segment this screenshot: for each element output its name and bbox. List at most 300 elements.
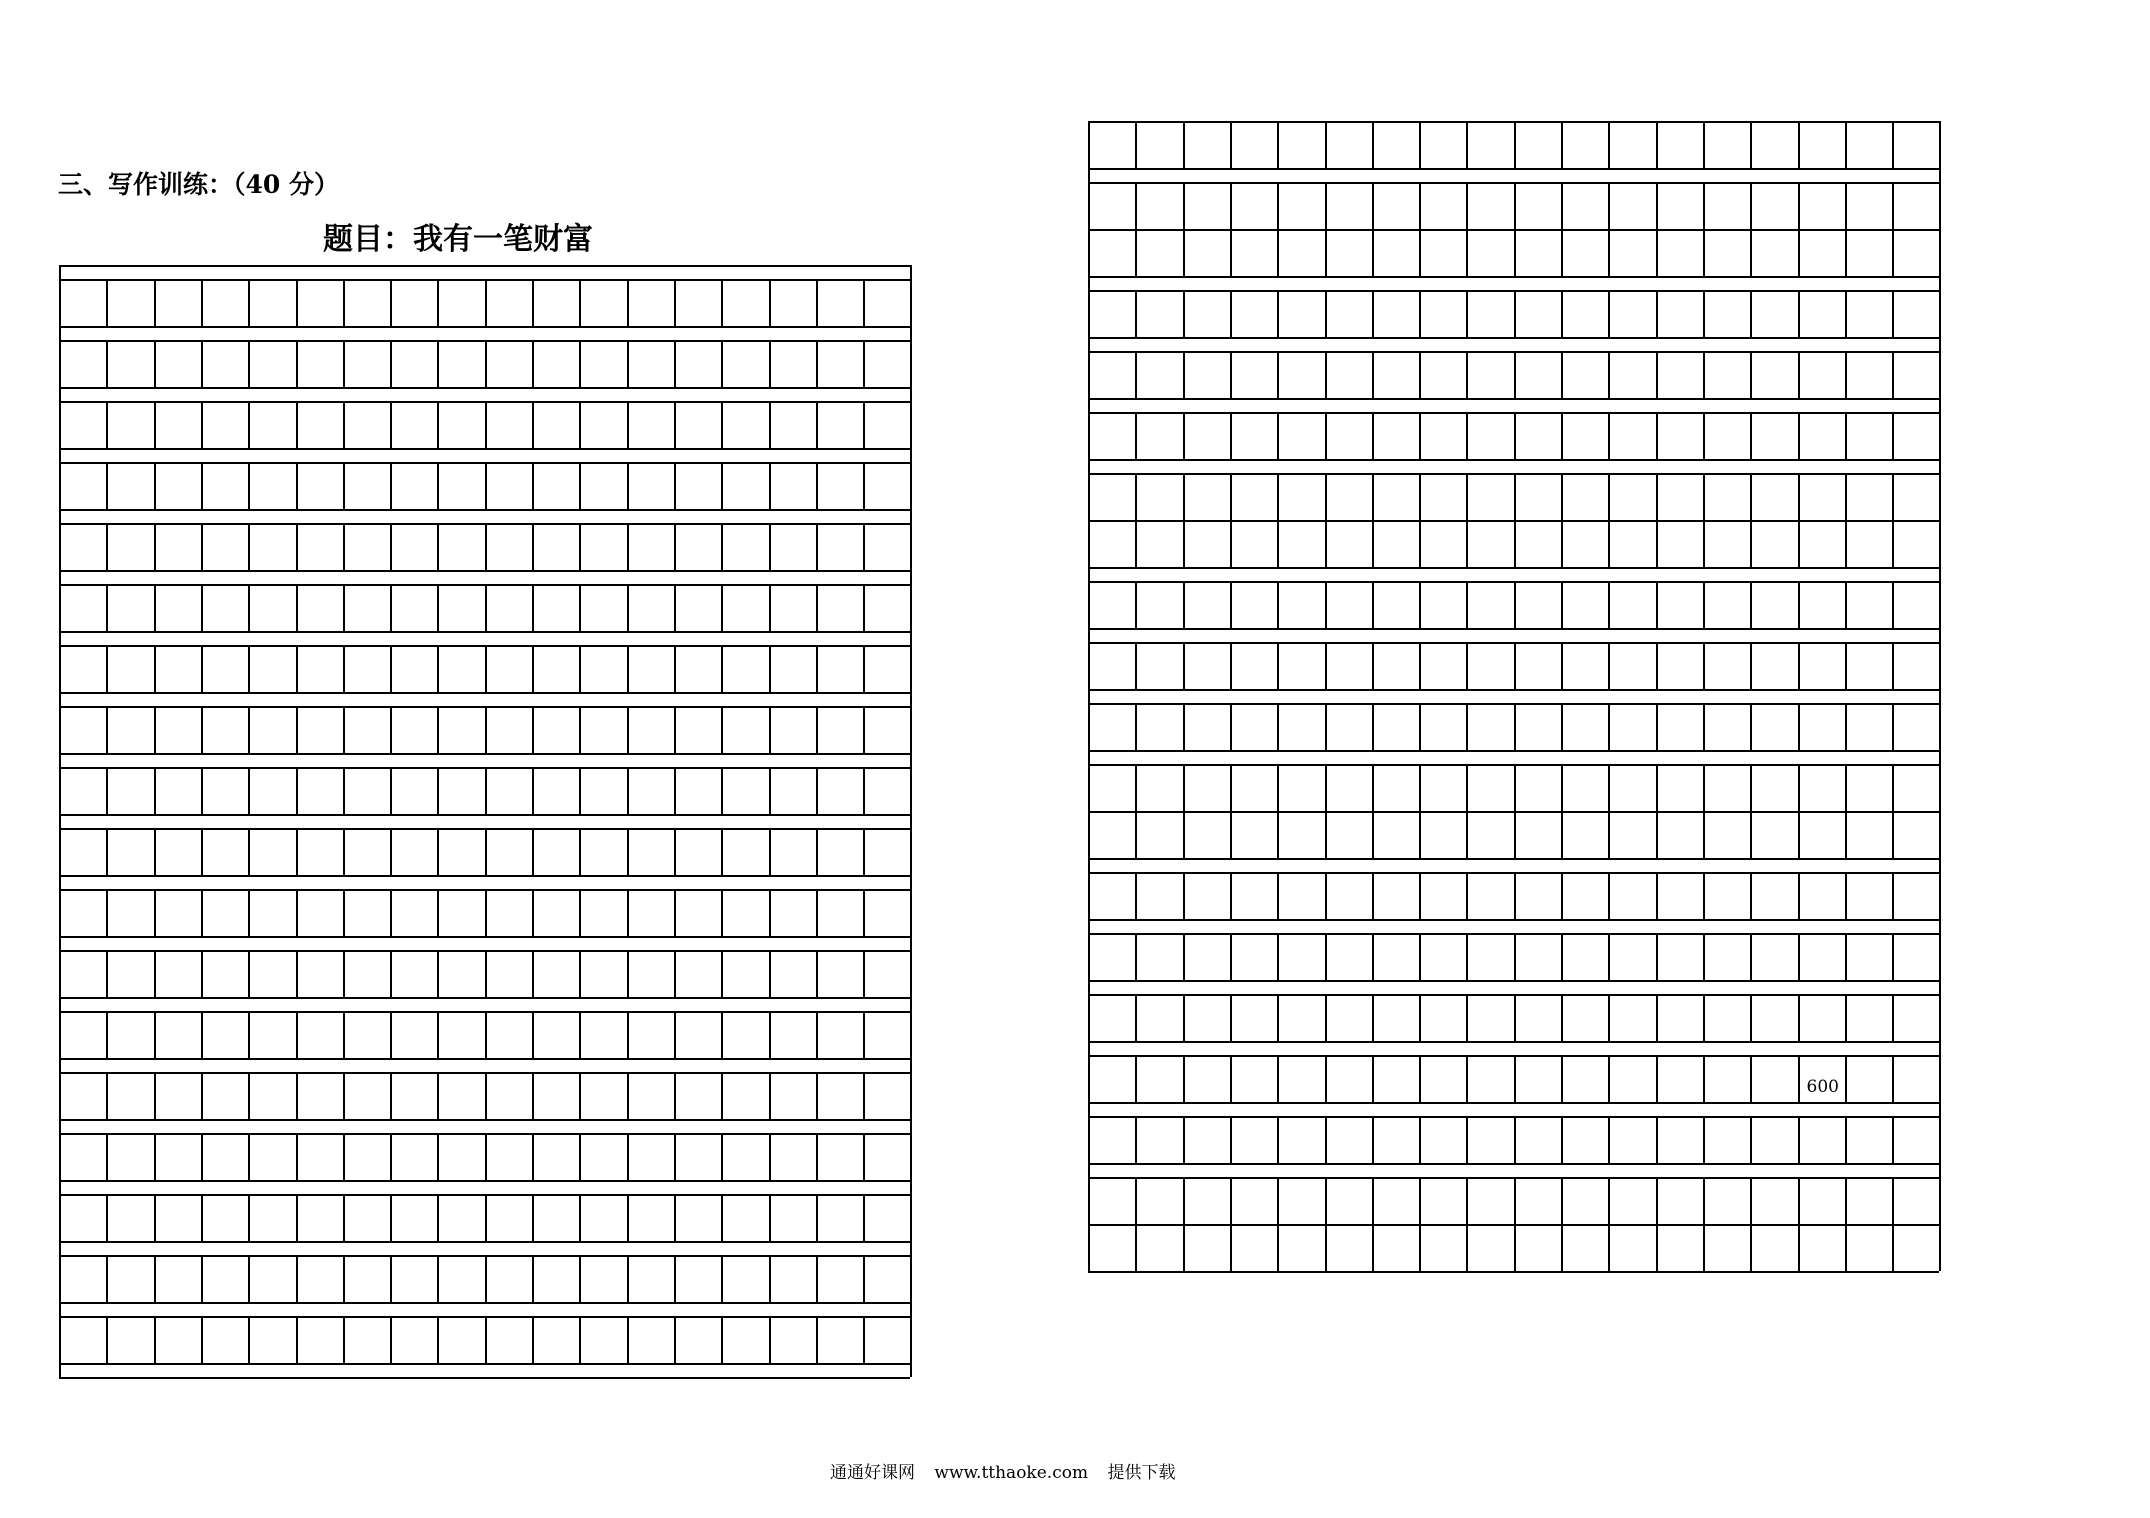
grid-cell[interactable] [343, 828, 390, 875]
grid-cell[interactable] [627, 523, 674, 570]
grid-cell[interactable] [1798, 1116, 1845, 1163]
grid-cell[interactable] [1230, 473, 1277, 520]
grid-cell[interactable] [1372, 642, 1419, 689]
grid-cell[interactable] [1608, 1055, 1655, 1102]
grid-cell[interactable] [1135, 351, 1182, 398]
grid-cell[interactable] [296, 950, 343, 997]
grid-cell[interactable] [390, 706, 437, 753]
grid-cell[interactable] [863, 1011, 910, 1058]
grid-cell[interactable] [721, 767, 768, 814]
grid-cell[interactable] [1703, 520, 1750, 567]
grid-cell[interactable] [1703, 933, 1750, 980]
grid-cell[interactable] [816, 1316, 863, 1363]
grid-cell[interactable] [1561, 811, 1608, 858]
grid-cell[interactable] [248, 340, 295, 387]
grid-cell[interactable] [485, 645, 532, 692]
grid-cell[interactable] [627, 706, 674, 753]
grid-cell[interactable] [721, 523, 768, 570]
grid-cell[interactable] [863, 1194, 910, 1241]
grid-cell[interactable] [1277, 703, 1324, 750]
grid-cell[interactable] [201, 584, 248, 631]
grid-cell[interactable] [1419, 473, 1466, 520]
grid-cell[interactable] [1561, 1177, 1608, 1224]
grid-cell[interactable] [1608, 1224, 1655, 1271]
grid-cell[interactable] [1466, 520, 1513, 567]
grid-cell[interactable] [1088, 933, 1135, 980]
grid-cell[interactable] [485, 1072, 532, 1119]
grid-cell[interactable] [816, 1133, 863, 1180]
grid-cell[interactable] [1514, 229, 1561, 276]
grid-cell[interactable] [1750, 1055, 1797, 1102]
grid-cell[interactable] [1135, 520, 1182, 567]
grid-cell[interactable] [390, 401, 437, 448]
grid-cell[interactable] [1183, 473, 1230, 520]
grid-cell[interactable] [1325, 1116, 1372, 1163]
grid-cell[interactable] [248, 828, 295, 875]
grid-cell[interactable] [532, 1072, 579, 1119]
grid-cell[interactable] [59, 584, 106, 631]
grid-cell[interactable] [1514, 703, 1561, 750]
grid-cell[interactable] [1892, 351, 1939, 398]
grid-cell[interactable] [674, 950, 721, 997]
grid-cell[interactable] [1466, 121, 1513, 168]
grid-cell[interactable] [296, 645, 343, 692]
grid-cell[interactable] [343, 1316, 390, 1363]
grid-cell[interactable] [769, 279, 816, 326]
grid-cell[interactable] [154, 889, 201, 936]
grid-cell[interactable] [1845, 1177, 1892, 1224]
grid-cell[interactable] [674, 828, 721, 875]
grid-cell[interactable] [59, 889, 106, 936]
grid-cell[interactable] [437, 279, 484, 326]
grid-cell[interactable] [1656, 473, 1703, 520]
grid-cell[interactable] [296, 1316, 343, 1363]
grid-cell[interactable] [1466, 703, 1513, 750]
grid-cell[interactable] [1419, 412, 1466, 459]
grid-cell[interactable] [1419, 872, 1466, 919]
grid-cell[interactable] [1845, 290, 1892, 337]
grid-cell[interactable] [1750, 764, 1797, 811]
grid-cell[interactable] [1419, 811, 1466, 858]
grid-cell[interactable] [1703, 182, 1750, 229]
grid-cell[interactable] [1892, 412, 1939, 459]
grid-cell[interactable] [532, 462, 579, 509]
grid-cell[interactable] [343, 1255, 390, 1302]
grid-cell[interactable] [1514, 1224, 1561, 1271]
grid-cell[interactable] [674, 1194, 721, 1241]
grid-cell[interactable] [1466, 229, 1513, 276]
grid-cell[interactable] [201, 1255, 248, 1302]
grid-cell[interactable] [674, 645, 721, 692]
grid-cell[interactable] [437, 1011, 484, 1058]
grid-cell[interactable] [1608, 473, 1655, 520]
grid-cell[interactable] [1419, 703, 1466, 750]
grid-cell[interactable] [343, 706, 390, 753]
grid-cell[interactable] [769, 1011, 816, 1058]
grid-cell[interactable] [1088, 642, 1135, 689]
grid-cell[interactable] [1892, 182, 1939, 229]
grid-cell[interactable] [1135, 1116, 1182, 1163]
grid-cell[interactable] [296, 1133, 343, 1180]
grid-cell[interactable] [485, 889, 532, 936]
grid-cell[interactable] [674, 1133, 721, 1180]
grid-cell[interactable] [1892, 290, 1939, 337]
grid-cell[interactable] [1183, 642, 1230, 689]
grid-cell[interactable] [296, 523, 343, 570]
grid-cell[interactable] [863, 584, 910, 631]
grid-cell[interactable] [106, 584, 153, 631]
grid-cell[interactable] [390, 645, 437, 692]
grid-cell[interactable] [201, 401, 248, 448]
grid-cell[interactable] [485, 462, 532, 509]
grid-cell[interactable] [532, 1316, 579, 1363]
grid-cell[interactable] [1892, 229, 1939, 276]
grid-cell[interactable] [1419, 642, 1466, 689]
grid-cell[interactable] [1419, 121, 1466, 168]
grid-cell[interactable] [106, 523, 153, 570]
grid-cell[interactable] [1135, 121, 1182, 168]
grid-cell[interactable] [1419, 994, 1466, 1041]
grid-cell[interactable] [1230, 520, 1277, 567]
grid-cell[interactable] [201, 767, 248, 814]
grid-cell[interactable] [863, 340, 910, 387]
grid-cell[interactable] [1798, 351, 1845, 398]
grid-cell[interactable] [579, 462, 626, 509]
grid-cell[interactable] [1750, 520, 1797, 567]
grid-cell[interactable] [485, 340, 532, 387]
grid-cell[interactable] [248, 1011, 295, 1058]
grid-cell[interactable] [816, 645, 863, 692]
grid-cell[interactable] [201, 523, 248, 570]
grid-cell[interactable] [579, 950, 626, 997]
grid-cell[interactable] [1514, 764, 1561, 811]
grid-cell[interactable] [1419, 1116, 1466, 1163]
grid-cell[interactable] [1750, 351, 1797, 398]
grid-cell[interactable] [1656, 351, 1703, 398]
grid-cell[interactable] [1750, 1224, 1797, 1271]
grid-cell[interactable] [1466, 811, 1513, 858]
grid-cell[interactable] [1135, 290, 1182, 337]
grid-cell[interactable] [816, 1194, 863, 1241]
grid-cell[interactable] [1514, 872, 1561, 919]
grid-cell[interactable] [1372, 182, 1419, 229]
grid-cell[interactable] [721, 1255, 768, 1302]
grid-cell[interactable] [627, 1011, 674, 1058]
grid-cell[interactable] [437, 584, 484, 631]
grid-cell[interactable] [59, 1316, 106, 1363]
grid-cell[interactable] [1466, 1055, 1513, 1102]
grid-cell[interactable] [1277, 351, 1324, 398]
grid-cell[interactable] [1230, 872, 1277, 919]
grid-cell[interactable] [1230, 1055, 1277, 1102]
grid-cell[interactable] [1656, 764, 1703, 811]
grid-cell[interactable] [59, 767, 106, 814]
grid-cell[interactable] [248, 1255, 295, 1302]
grid-cell[interactable] [1183, 412, 1230, 459]
grid-cell[interactable] [390, 1194, 437, 1241]
grid-cell[interactable] [1608, 703, 1655, 750]
grid-cell[interactable] [1703, 811, 1750, 858]
grid-cell[interactable] [1514, 520, 1561, 567]
grid-cell[interactable] [1750, 642, 1797, 689]
grid-cell[interactable] [1750, 473, 1797, 520]
grid-cell[interactable] [201, 1316, 248, 1363]
grid-cell[interactable] [343, 1072, 390, 1119]
grid-cell[interactable] [485, 279, 532, 326]
grid-cell[interactable] [1798, 290, 1845, 337]
grid-cell[interactable] [1703, 412, 1750, 459]
grid-cell[interactable] [1892, 642, 1939, 689]
grid-cell[interactable] [1656, 229, 1703, 276]
grid-cell[interactable] [343, 889, 390, 936]
grid-cell[interactable] [154, 523, 201, 570]
grid-cell[interactable] [1277, 933, 1324, 980]
grid-cell[interactable] [1135, 872, 1182, 919]
grid-cell[interactable] [1135, 1055, 1182, 1102]
grid-cell[interactable] [1608, 581, 1655, 628]
grid-cell[interactable] [1277, 229, 1324, 276]
grid-cell[interactable] [627, 401, 674, 448]
grid-cell[interactable] [296, 767, 343, 814]
grid-cell[interactable] [1656, 290, 1703, 337]
grid-cell[interactable] [1088, 1224, 1135, 1271]
grid-cell[interactable] [437, 950, 484, 997]
grid-cell[interactable] [1419, 1177, 1466, 1224]
grid-cell[interactable] [1514, 1177, 1561, 1224]
grid-cell[interactable] [1135, 1177, 1182, 1224]
grid-cell[interactable] [721, 1133, 768, 1180]
grid-cell[interactable] [1750, 811, 1797, 858]
grid-cell[interactable] [1703, 473, 1750, 520]
grid-cell[interactable] [1750, 1177, 1797, 1224]
grid-cell[interactable] [1798, 412, 1845, 459]
grid-cell[interactable] [532, 584, 579, 631]
grid-cell[interactable] [532, 523, 579, 570]
grid-cell[interactable] [1561, 994, 1608, 1041]
grid-cell[interactable] [1372, 1177, 1419, 1224]
grid-cell[interactable] [1230, 581, 1277, 628]
grid-cell[interactable] [248, 584, 295, 631]
grid-cell[interactable] [1135, 642, 1182, 689]
grid-cell[interactable] [1325, 520, 1372, 567]
grid-cell[interactable] [1798, 703, 1845, 750]
grid-cell[interactable] [1277, 520, 1324, 567]
grid-cell[interactable] [721, 584, 768, 631]
grid-cell[interactable] [579, 1072, 626, 1119]
grid-cell[interactable] [721, 401, 768, 448]
grid-cell[interactable] [674, 1316, 721, 1363]
grid-cell[interactable] [532, 706, 579, 753]
grid-cell[interactable] [863, 645, 910, 692]
grid-cell[interactable] [1466, 473, 1513, 520]
grid-cell[interactable] [769, 462, 816, 509]
grid-cell[interactable] [296, 279, 343, 326]
grid-cell[interactable] [579, 828, 626, 875]
grid-cell[interactable] [1372, 994, 1419, 1041]
grid-cell[interactable] [296, 889, 343, 936]
grid-cell[interactable] [1183, 520, 1230, 567]
grid-cell[interactable] [154, 1194, 201, 1241]
grid-cell[interactable] [816, 279, 863, 326]
grid-cell[interactable] [1608, 121, 1655, 168]
grid-cell[interactable] [1750, 1116, 1797, 1163]
grid-cell[interactable] [1703, 764, 1750, 811]
grid-cell[interactable] [343, 950, 390, 997]
grid-cell[interactable] [437, 1072, 484, 1119]
grid-cell[interactable] [1656, 182, 1703, 229]
grid-cell[interactable] [1372, 581, 1419, 628]
grid-cell[interactable] [1183, 351, 1230, 398]
grid-cell[interactable] [579, 706, 626, 753]
grid-cell[interactable] [390, 1011, 437, 1058]
grid-cell[interactable] [1088, 1055, 1135, 1102]
grid-cell[interactable] [721, 706, 768, 753]
grid-cell[interactable] [1230, 811, 1277, 858]
grid-cell[interactable] [863, 401, 910, 448]
grid-cell[interactable] [1703, 229, 1750, 276]
grid-cell[interactable] [1277, 872, 1324, 919]
grid-cell[interactable] [1466, 642, 1513, 689]
grid-cell[interactable] [1845, 182, 1892, 229]
grid-cell[interactable] [579, 340, 626, 387]
grid-cell[interactable] [816, 767, 863, 814]
grid-cell[interactable] [769, 1255, 816, 1302]
grid-cell[interactable] [1561, 351, 1608, 398]
grid-cell[interactable] [201, 645, 248, 692]
grid-cell[interactable] [1514, 994, 1561, 1041]
grid-cell[interactable] [1372, 229, 1419, 276]
grid-cell[interactable] [1325, 121, 1372, 168]
grid-cell[interactable] [343, 340, 390, 387]
grid-cell[interactable] [1703, 1116, 1750, 1163]
grid-cell[interactable] [863, 523, 910, 570]
grid-cell[interactable] [59, 645, 106, 692]
grid-cell[interactable] [1230, 229, 1277, 276]
grid-cell[interactable] [59, 828, 106, 875]
grid-cell[interactable] [1135, 229, 1182, 276]
grid-cell[interactable] [1798, 994, 1845, 1041]
grid-cell[interactable] [154, 1316, 201, 1363]
grid-cell[interactable] [721, 950, 768, 997]
grid-cell[interactable] [1183, 703, 1230, 750]
grid-cell[interactable] [1277, 473, 1324, 520]
grid-cell[interactable] [579, 584, 626, 631]
grid-cell[interactable] [863, 706, 910, 753]
grid-cell[interactable] [1845, 520, 1892, 567]
grid-cell[interactable] [769, 340, 816, 387]
grid-cell[interactable] [1088, 872, 1135, 919]
grid-cell[interactable] [1561, 703, 1608, 750]
grid-cell[interactable] [721, 279, 768, 326]
grid-cell[interactable] [1325, 581, 1372, 628]
grid-cell[interactable] [674, 706, 721, 753]
grid-cell[interactable] [390, 340, 437, 387]
grid-cell[interactable] [437, 523, 484, 570]
grid-cell[interactable] [863, 1072, 910, 1119]
grid-cell[interactable] [1892, 811, 1939, 858]
grid-cell[interactable] [1230, 642, 1277, 689]
grid-cell[interactable] [1135, 994, 1182, 1041]
grid-cell[interactable] [1561, 581, 1608, 628]
grid-cell[interactable] [579, 1194, 626, 1241]
grid-cell[interactable] [390, 1133, 437, 1180]
grid-cell[interactable] [1561, 872, 1608, 919]
grid-cell[interactable] [1277, 412, 1324, 459]
grid-cell[interactable] [1135, 581, 1182, 628]
grid-cell[interactable] [674, 401, 721, 448]
grid-cell[interactable] [1703, 642, 1750, 689]
grid-cell[interactable] [1183, 994, 1230, 1041]
grid-cell[interactable] [1656, 811, 1703, 858]
grid-cell[interactable] [296, 462, 343, 509]
grid-cell[interactable] [1325, 412, 1372, 459]
grid-cell[interactable] [390, 828, 437, 875]
grid-cell[interactable] [106, 1194, 153, 1241]
grid-cell[interactable] [1656, 642, 1703, 689]
grid-cell[interactable] [1088, 764, 1135, 811]
grid-cell[interactable] [106, 1072, 153, 1119]
grid-cell[interactable] [627, 767, 674, 814]
grid-cell[interactable] [248, 706, 295, 753]
grid-cell[interactable] [1325, 764, 1372, 811]
grid-cell[interactable] [1561, 229, 1608, 276]
grid-cell[interactable] [1135, 1224, 1182, 1271]
grid-cell[interactable] [201, 706, 248, 753]
grid-cell[interactable] [1750, 412, 1797, 459]
grid-cell[interactable] [1798, 581, 1845, 628]
grid-cell[interactable] [579, 279, 626, 326]
grid-cell[interactable] [769, 401, 816, 448]
grid-cell[interactable] [1230, 412, 1277, 459]
grid-cell[interactable] [1750, 229, 1797, 276]
grid-cell[interactable] [674, 279, 721, 326]
grid-cell[interactable] [1372, 1116, 1419, 1163]
grid-cell[interactable] [1277, 1224, 1324, 1271]
grid-cell[interactable] [1419, 290, 1466, 337]
grid-cell[interactable] [769, 1194, 816, 1241]
grid-cell[interactable] [1135, 811, 1182, 858]
grid-cell[interactable] [1514, 933, 1561, 980]
grid-cell[interactable] [816, 828, 863, 875]
grid-cell[interactable] [1466, 182, 1513, 229]
grid-cell[interactable] [674, 1255, 721, 1302]
grid-cell[interactable] [1277, 764, 1324, 811]
grid-cell[interactable] [154, 1133, 201, 1180]
grid-cell[interactable] [1608, 520, 1655, 567]
grid-cell[interactable] [1230, 1116, 1277, 1163]
grid-cell[interactable] [816, 1072, 863, 1119]
grid-cell[interactable] [296, 1011, 343, 1058]
grid-cell[interactable] [296, 706, 343, 753]
grid-cell[interactable] [1798, 182, 1845, 229]
grid-cell[interactable] [248, 1194, 295, 1241]
grid-cell[interactable] [1183, 1055, 1230, 1102]
grid-cell[interactable] [532, 950, 579, 997]
grid-cell[interactable] [1561, 520, 1608, 567]
grid-cell[interactable] [1703, 703, 1750, 750]
grid-cell[interactable] [1656, 933, 1703, 980]
grid-cell[interactable] [769, 1072, 816, 1119]
grid-cell[interactable] [1088, 121, 1135, 168]
grid-cell[interactable] [1325, 473, 1372, 520]
grid-cell[interactable] [863, 950, 910, 997]
grid-cell[interactable] [1088, 1116, 1135, 1163]
grid-cell[interactable] [154, 1072, 201, 1119]
grid-cell[interactable] [1845, 412, 1892, 459]
grid-cell[interactable] [1750, 703, 1797, 750]
grid-cell[interactable] [769, 889, 816, 936]
grid-cell[interactable] [296, 1255, 343, 1302]
